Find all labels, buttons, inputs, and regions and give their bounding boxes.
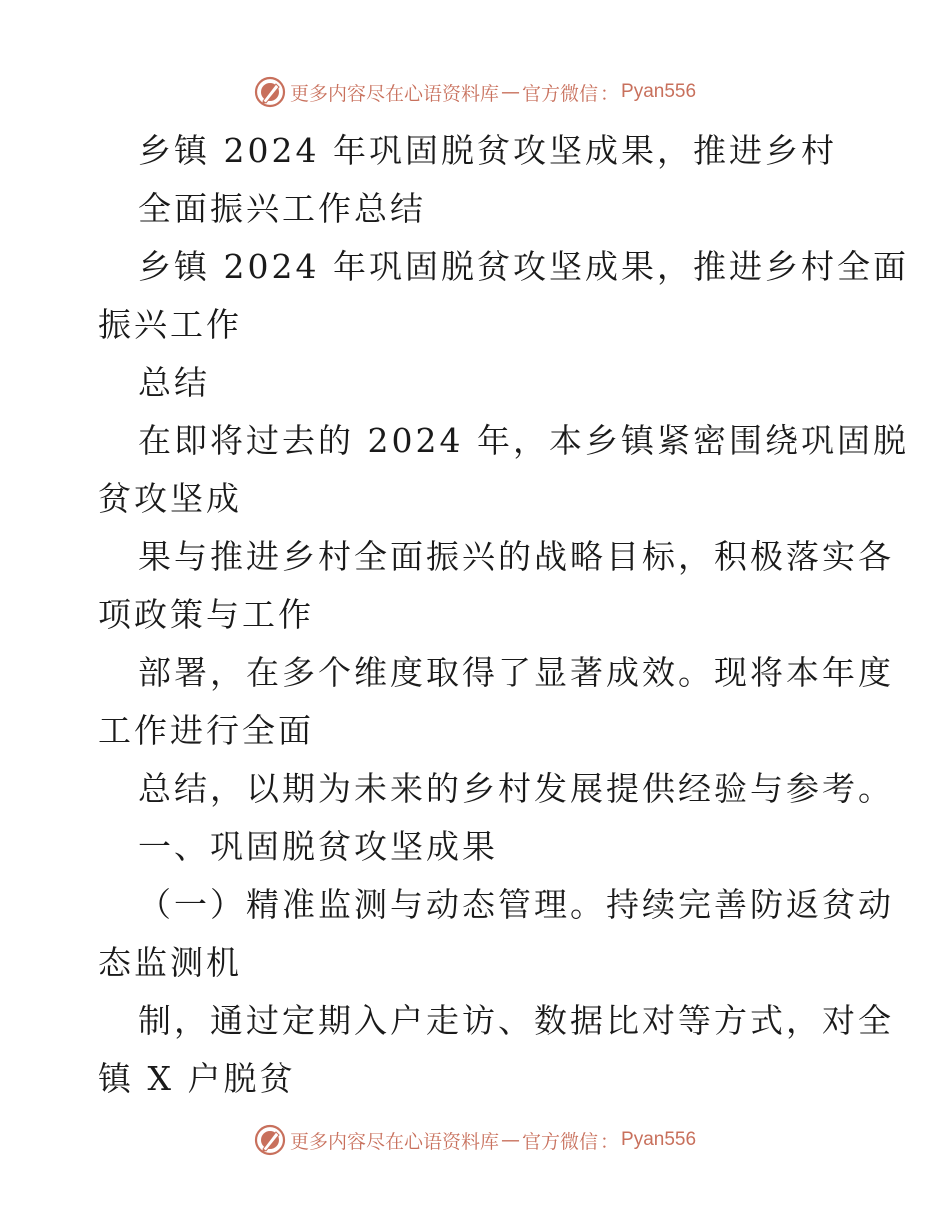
text-line: 制，通过定期入户走访、数据比对等方式，对全 (138, 1001, 894, 1040)
text-line: 振兴工作 (98, 305, 242, 344)
text-line: 总结 (138, 363, 210, 402)
watermark-wechat-id: Pyan556 (621, 81, 697, 102)
text-line: 镇 X 户脱贫 (98, 1059, 296, 1098)
watermark-header (0, 72, 950, 112)
pen-logo-icon (254, 1124, 286, 1156)
watermark-dash: — (500, 1129, 520, 1151)
text-line: （一）精准监测与动态管理。持续完善防返贫动 (138, 885, 894, 924)
text-line: 部署，在多个维度取得了显著成效。现将本年度 (138, 653, 894, 692)
watermark-wechat-id: Pyan556 (621, 1129, 697, 1150)
watermark-label: 官方微信 (521, 82, 598, 105)
text-line: 乡镇 2024 年巩固脱贫攻坚成果，推进乡村全面 (138, 247, 909, 286)
watermark-footer (0, 1120, 950, 1160)
watermark-text: 更多内容尽在心语资料库 (289, 82, 499, 105)
text-line: 贫攻坚成 (98, 479, 242, 518)
watermark-label: 官方微信 (521, 1130, 598, 1153)
watermark-separator: ： (600, 1130, 620, 1153)
title-line-1: 乡镇 2024 年巩固脱贫攻坚成果，推进乡村 (138, 131, 837, 170)
section-heading: 一、巩固脱贫攻坚成果 (138, 827, 498, 866)
text-line: 果与推进乡村全面振兴的战略目标，积极落实各 (138, 537, 894, 576)
pen-logo-icon (254, 76, 286, 108)
text-line: 项政策与工作 (98, 595, 314, 634)
watermark-text: 更多内容尽在心语资料库 (289, 1130, 499, 1153)
title-line-2: 全面振兴工作总结 (138, 189, 426, 228)
text-line: 在即将过去的 2024 年，本乡镇紧密围绕巩固脱 (138, 421, 909, 460)
watermark-dash: — (500, 81, 520, 103)
watermark-separator: ： (600, 82, 620, 105)
text-line: 工作进行全面 (98, 711, 314, 750)
text-line: 总结，以期为未来的乡村发展提供经验与参考。 (138, 769, 894, 808)
text-line: 态监测机 (98, 943, 242, 982)
